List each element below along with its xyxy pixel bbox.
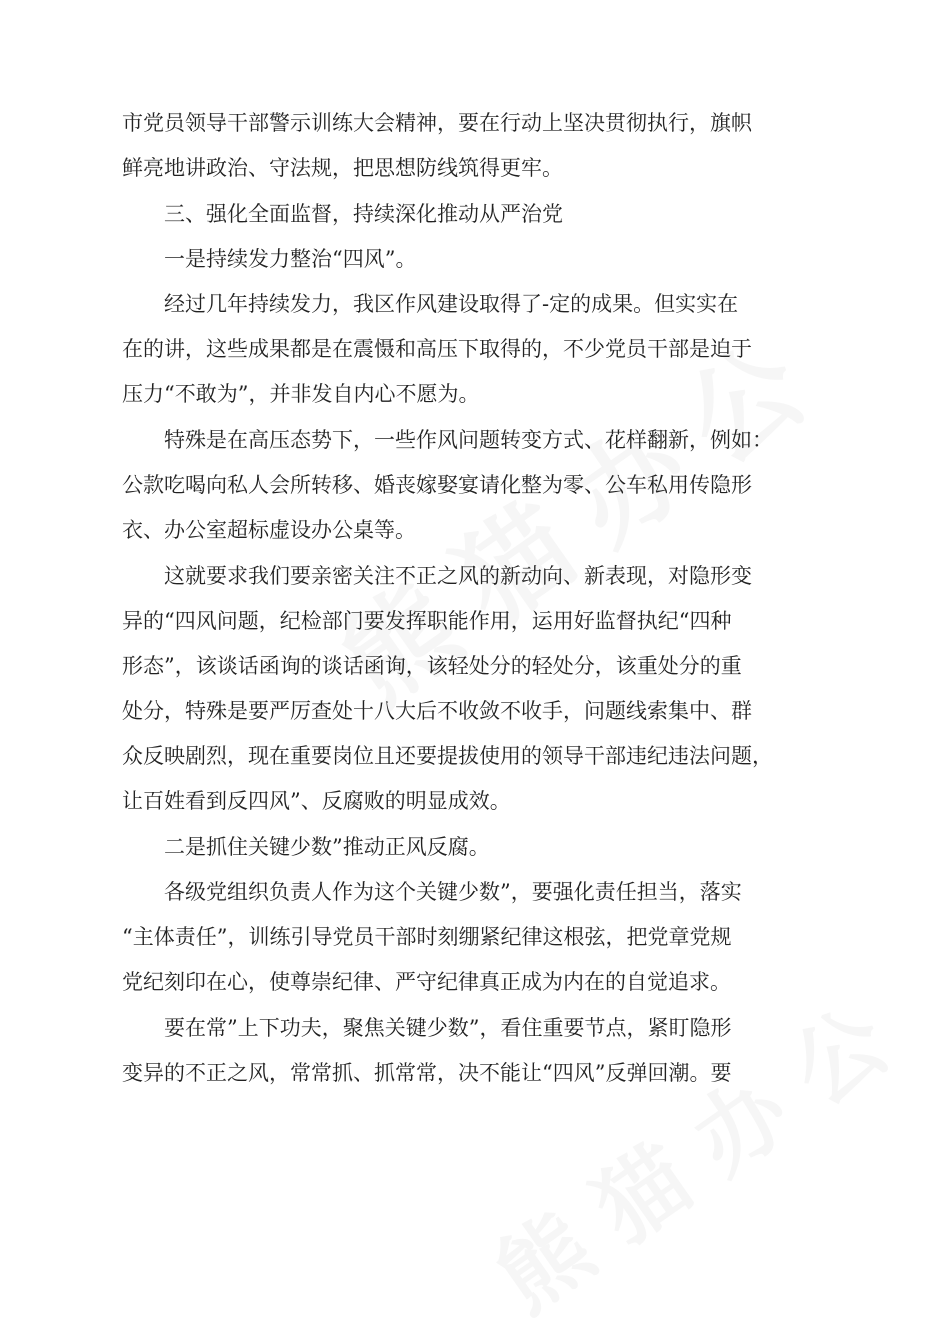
paragraph-line: 特殊是在高压态势下，一些作风问题转变方式、花样翻新，例如： [164,428,773,452]
paragraph-line: 经过几年持续发力，我区作风建设取得了-定的成果。但实实在 [164,292,739,316]
paragraph-line: 压力“不敢为”，并非发自内心不愿为。 [122,382,480,406]
subsection-heading: 一是持续发力整治“四风”。 [164,247,417,271]
paragraph-line: 公款吃喝向私人会所转移、婚丧嫁娶宴请化整为零、公车私用传隐形 [122,473,752,497]
paragraph-line: 众反映剧烈，现在重要岗位且还要提拔使用的领导干部违纪违法问题， [122,744,773,768]
paragraph-line: 变异的不正之风，常常抓、抓常常，决不能让“四风”反弹回潮。要 [122,1061,732,1085]
section-heading: 三、强化全面监督，持续深化推动从严治党 [164,202,563,226]
paragraph-line: 在的讲，这些成果都是在震慑和高压下取得的，不少党员干部是迫于 [122,337,752,361]
paragraph-line: 衣、办公室超标虚设办公桌等。 [122,518,416,542]
paragraph-line: 要在常”上下功夫，聚焦关键少数”，看住重要节点，紧盯隐形 [164,1016,732,1040]
paragraph-line: “主体责任”，训练引导党员干部时刻绷紧纪律这根弦，把党章党规 [122,925,732,949]
paragraph-line: 市党员领导干部警示训练大会精神，要在行动上坚决贯彻执行，旗帜 [122,111,752,135]
paragraph-line: 形态”，该谈话函询的谈话函询，该轻处分的轻处分，该重处分的重 [122,654,742,678]
subsection-heading: 二是抓住关键少数”推动正风反腐。 [164,835,490,859]
paragraph-line: 党纪刻印在心，使尊崇纪律、严守纪律真正成为内在的自觉追求。 [122,970,731,994]
paragraph-line: 异的“四风问题，纪检部门要发挥职能作用，运用好监督执纪“四种 [122,609,732,633]
paragraph-line: 鲜亮地讲政治、守法规，把思想防线筑得更牢。 [122,156,563,180]
paragraph-line: 各级党组织负责人作为这个关键少数”，要强化责任担当，落实 [164,880,742,904]
paragraph-line: 这就要求我们要亲密关注不正之风的新动向、新表现，对隐形变 [164,564,752,588]
paragraph-line: 让百姓看到反四风”、反腐败的明显成效。 [122,789,511,813]
paragraph-line: 处分，特殊是要严厉查处十八大后不收敛不收手，问题线索集中、群 [122,699,752,723]
watermark [466,954,934,1336]
